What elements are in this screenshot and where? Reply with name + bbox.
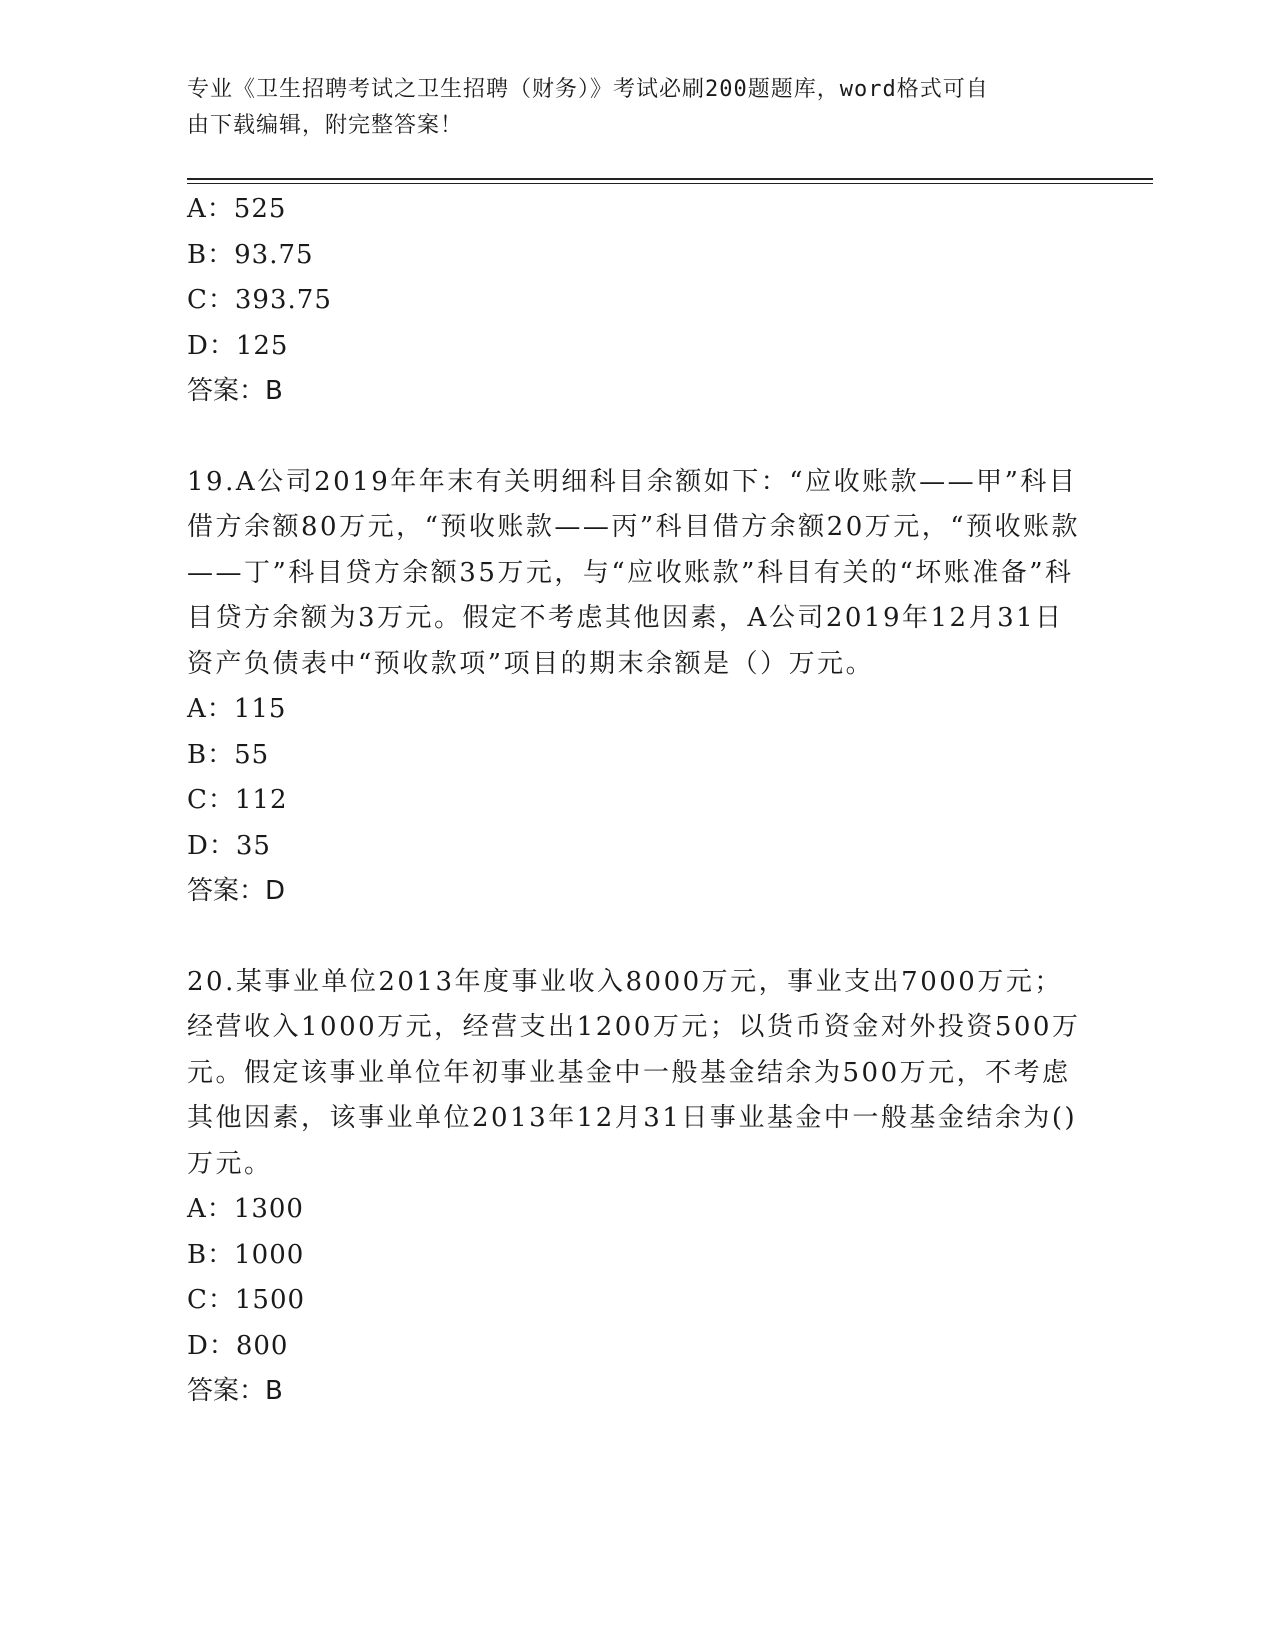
option-b: B：1000: [187, 1239, 305, 1270]
option-a: A：1300: [187, 1194, 304, 1224]
spacer: [187, 415, 1087, 460]
option-a: A：525: [187, 194, 287, 224]
question-text: 19.A公司2019年年末有关明细科目余额如下：“应收账款——甲”科目借方余额80万元，“预收账款——丙”科目借方余额20万元，“预收账款——丁”科目贷方余额35万元，与“应收账款”科目有关的“坏账准备”科目贷方余额为3万元。假定不考虑其他因素，A公司2019年12月31日资产负债表中“预收款项”项目的期末余额是（）万元。: [187, 466, 1081, 679]
header-line-2: 由下载编辑，附完整答案！: [187, 113, 464, 138]
option-b: B：93.75: [187, 239, 314, 270]
option-d: D：35: [187, 830, 271, 861]
answer-line: 答案：B: [187, 1376, 283, 1406]
header-line-1: 专业《卫生招聘考试之卫生招聘（财务）》考试必刷200题题库，word格式可自: [187, 77, 989, 102]
header-rule-bottom: [187, 183, 1153, 184]
page-header: [187, 72, 1067, 144]
spacer: [187, 915, 1087, 960]
header-rule-top: [187, 178, 1153, 180]
option-c: C：112: [187, 785, 288, 815]
question-text: 20.某事业单位2013年度事业收入8000万元，事业支出7000万元；经营收入1000万元，经营支出1200万元；以货币资金对外投资500万元。假定该事业单位年初事业基金中一般基金结余为500万元，不考虑其他因素，该事业单位2013年12月31日事业基金中一般基金结余为()万元。: [187, 966, 1081, 1179]
question-19-block: [187, 460, 1087, 915]
option-d: D：800: [187, 1330, 289, 1361]
question-20-block: [187, 960, 1087, 1415]
main-content: [187, 187, 1087, 1415]
option-c: C：1500: [187, 1285, 306, 1315]
question-18-block: [187, 187, 1087, 415]
answer-line: 答案：B: [187, 376, 283, 406]
option-d: D：125: [187, 330, 289, 361]
option-b: B：55: [187, 739, 270, 770]
option-a: A：115: [187, 694, 287, 724]
answer-line: 答案：D: [187, 876, 286, 906]
option-c: C：393.75: [187, 285, 332, 315]
